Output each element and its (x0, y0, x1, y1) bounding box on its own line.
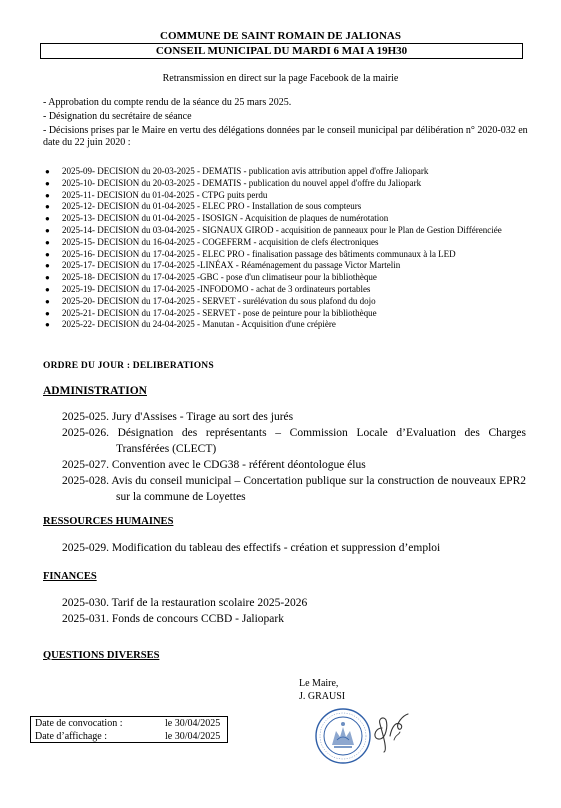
mayor-signature-block (299, 677, 345, 703)
mayor-name: J. GRAUSI (299, 691, 346, 702)
administration-items (62, 409, 526, 505)
agenda-heading: ORDRE DU JOUR : DELIBERATIONS (43, 361, 214, 371)
convocation-label: Date de convocation : (35, 718, 123, 729)
decision-item: ● 2025-13- DECISION du 01-04-2025 - ISOSIGN - Acquisition de plaques de numérotation (45, 213, 389, 224)
affichage-value: le 30/04/2025 (165, 730, 221, 742)
decision-item: ● 2025-18- DECISION du 17-04-2025 -GBC - pose d'un climatiseur pour la bibliothèque (45, 272, 377, 283)
convocation-value: le 30/04/2025 (165, 718, 221, 729)
mayor-role: Le Maire, (299, 678, 339, 689)
agenda-item: 2025-030. Tarif de la restauration scolaire 2025-2026 (62, 597, 308, 609)
decisions-list (43, 166, 528, 331)
decision-item: ● 2025-10- DECISION du 20-03-2025 - DEMATIS - publication du nouvel appel d'offre du Jaliopark (45, 177, 422, 188)
broadcast-note: Retransmission en direct sur la page Facebook de la mairie (162, 73, 399, 84)
decision-item: ● 2025-14- DECISION du 03-04-2025 - SIGNAUX GIROD - acquisition de panneaux pour le Plan de Gestion Différenciée (45, 224, 502, 235)
decision-item: ● 2025-16- DECISION du 17-04-2025 - ELEC PRO - finalisation passage des bâtiments communaux à la LED (45, 248, 456, 259)
agenda-item: 2025-026. Désignation des représentants – Commission Locale d’Evaluation des Charges Transférées (CLECT) (62, 427, 526, 455)
decision-item: ● 2025-19- DECISION du 17-04-2025 -INFODOMO - achat de 3 ordinateurs portables (45, 283, 371, 294)
decision-item: ● 2025-09- DECISION du 20-03-2025 - DEMATIS - publication avis attribution appel d'offre Jaliopark (45, 166, 429, 176)
intro-item: - Décisions prises par le Maire en vertu des délégations données par le conseil municipal par délibération n° 2020-032 en date du 22 juin 2020 : (43, 125, 528, 148)
agenda-item: 2025-029. Modification du tableau des effectifs - création et suppression d’emploi (62, 542, 441, 554)
agenda-item: 2025-028. Avis du conseil municipal – Concertation publique sur la construction de nouveaux EPR2 sur la commune de Loyettes (62, 475, 526, 503)
intro-item: - Approbation du compte rendu de la séance du 25 mars 2025. (43, 97, 292, 108)
bullet-icon: ● (45, 284, 50, 294)
decision-item: ● 2025-22- DECISION du 24-04-2025 - Manutan - Acquisition d'une crépière (45, 319, 336, 330)
decision-item: ● 2025-20- DECISION du 17-04-2025 - SERVET - surélévation du sous plafond du dojo (45, 295, 376, 306)
convocation-row (35, 718, 227, 731)
bullet-icon: ● (45, 273, 50, 283)
handwritten-signature-icon (368, 706, 412, 754)
council-meeting-title: CONSEIL MUNICIPAL DU MARDI 6 MAI A 19H30 (40, 43, 523, 59)
section-title-rh: RESSOURCES HUMAINES (43, 516, 174, 527)
bullet-icon: ● (45, 308, 50, 318)
decision-item: ● 2025-17- DECISION du 17-04-2025 -LINÉAX - Réaménagement du passage Victor Martelin (45, 260, 401, 271)
bullet-icon: ● (45, 320, 50, 330)
bullet-icon: ● (45, 261, 50, 271)
commune-title: COMMUNE DE SAINT ROMAIN DE JALIONAS (160, 30, 401, 42)
affichage-label: Date d’affichage : (35, 730, 107, 742)
rh-items (62, 540, 526, 556)
agenda-item: 2025-025. Jury d'Assises - Tirage au sort des jurés (62, 411, 294, 423)
agenda-item: 2025-027. Convention avec le CDG38 - référent déontologue élus (62, 459, 366, 471)
bullet-icon: ● (45, 190, 50, 200)
section-title-finances: FINANCES (43, 571, 97, 582)
bullet-icon: ● (45, 202, 50, 212)
dates-box (30, 716, 228, 743)
section-title-administration: ADMINISTRATION (43, 385, 147, 397)
bullet-icon: ● (45, 225, 50, 235)
intro-item: - Désignation du secrétaire de séance (43, 111, 192, 122)
bullet-icon: ● (45, 296, 50, 306)
decision-item: ● 2025-12- DECISION du 01-04-2025 - ELEC PRO - Installation de sous compteurs (45, 201, 362, 212)
bullet-icon: ● (45, 167, 50, 176)
official-seal-icon (314, 707, 372, 765)
section-title-questions: QUESTIONS DIVERSES (43, 650, 160, 661)
finances-items (62, 595, 526, 627)
decision-item: ● 2025-15- DECISION du 16-04-2025 - COGEFERM - acquisition de clefs électroniques (45, 236, 379, 247)
bullet-icon: ● (45, 249, 50, 259)
bullet-icon: ● (45, 237, 50, 247)
affichage-row (35, 731, 227, 744)
decision-item: ● 2025-11- DECISION du 01-04-2025 - CTPG puits perdu (45, 189, 268, 200)
intro-list (43, 97, 530, 151)
agenda-item: 2025-031. Fonds de concours CCBD - Jaliopark (62, 613, 284, 625)
decision-item: ● 2025-21- DECISION du 17-04-2025 - SERVET - pose de peinture pour la bibliothèque (45, 307, 377, 318)
bullet-icon: ● (45, 178, 50, 188)
bullet-icon: ● (45, 214, 50, 224)
